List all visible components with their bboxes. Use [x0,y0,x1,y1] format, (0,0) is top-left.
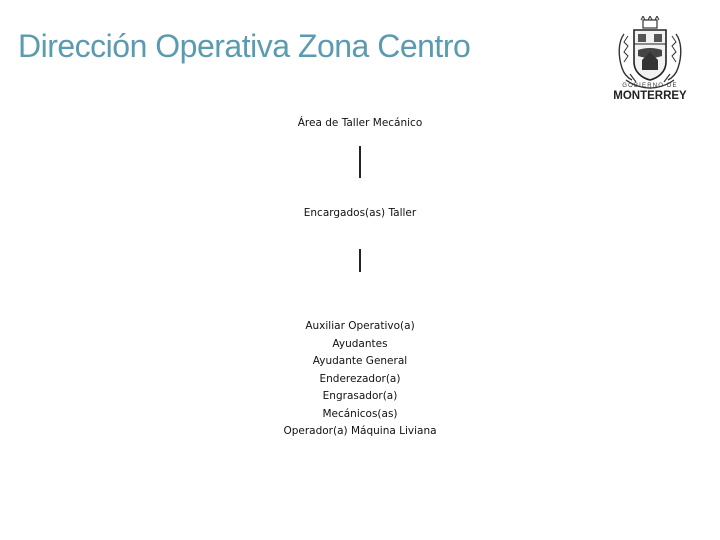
logo-subtitle: GOBIERNO DE [622,83,678,89]
page-title: Dirección Operativa Zona Centro [18,28,471,64]
org-connector-2 [359,249,361,272]
staff-list [180,318,540,441]
org-node-top-unit: Área de Taller Mecánico [297,117,423,129]
staff-item: Enderezador(a) [319,372,401,385]
org-connector-1 [359,146,361,178]
staff-item: Auxiliar Operativo(a) [305,320,415,332]
staff-item: Ayudante General [312,355,408,367]
staff-item: Mecánicos(as) [322,407,398,420]
staff-item: Ayudantes [332,337,388,350]
staff-item: Engrasador(a) [322,390,398,402]
staff-item: Operador(a) Máquina Liviana [283,425,437,437]
logo-name: MONTERREY [613,90,687,102]
org-node-middle-unit: Encargados(as) Taller [303,207,417,219]
